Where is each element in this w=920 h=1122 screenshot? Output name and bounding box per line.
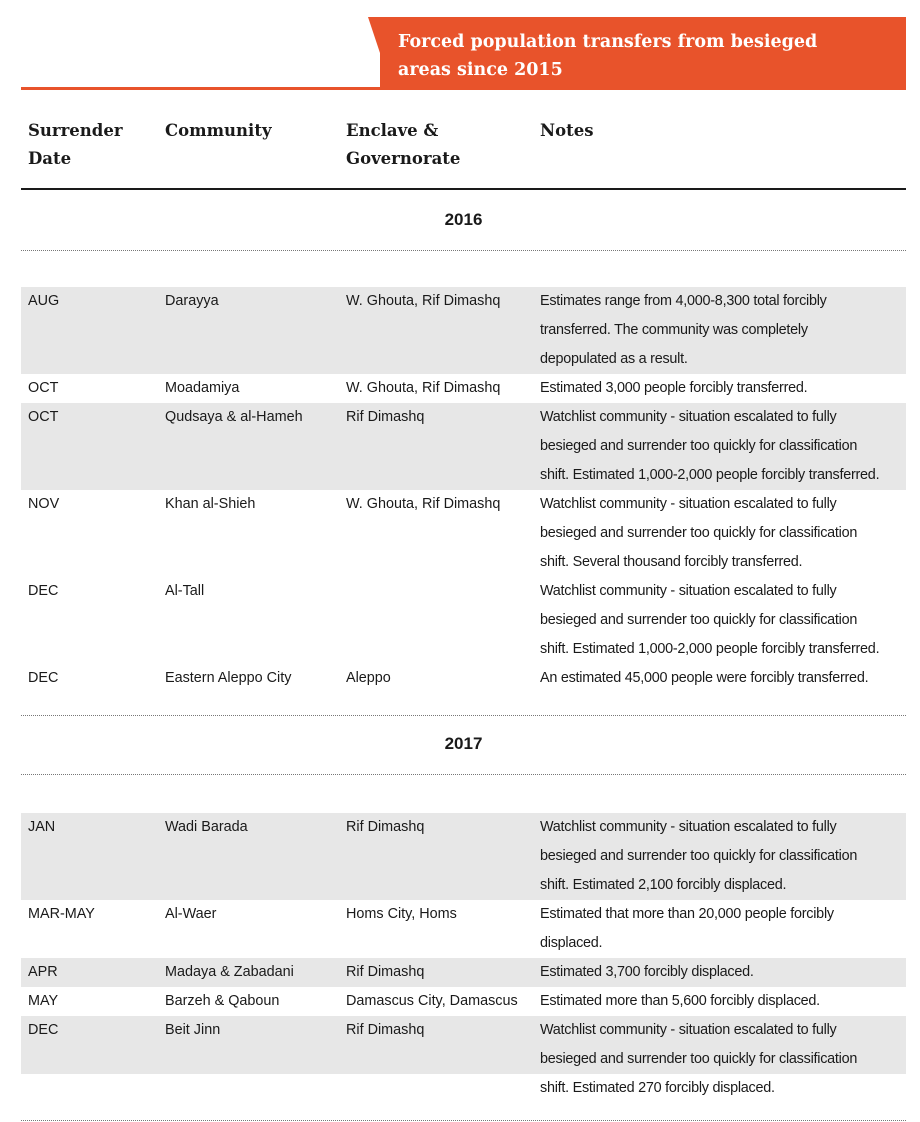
cell-surrender-date: APR: [28, 964, 58, 980]
cell-surrender-date: DEC: [28, 670, 59, 686]
notes-line: Watchlist community - situation escalated to fully: [540, 583, 837, 599]
table-row: [21, 987, 906, 1016]
header-notes-label: Notes: [540, 121, 594, 140]
header-rule: [21, 188, 906, 190]
title-line-1: Forced population transfers from besieged: [398, 32, 818, 52]
cell-enclave-governorate: Aleppo: [346, 670, 391, 686]
section-year-2017: 2017: [444, 734, 483, 753]
notes-line: besieged and surrender too quickly for classification: [540, 612, 858, 628]
table-row: [21, 900, 906, 958]
cell-notes: [540, 577, 906, 664]
notes-line: besieged and surrender too quickly for classification: [540, 848, 858, 864]
cell-community: Qudsaya & al-Hameh: [165, 409, 303, 425]
cell-community: Eastern Aleppo City: [165, 670, 292, 686]
cell-enclave-governorate: Rif Dimashq: [346, 819, 425, 835]
table-row: [21, 1016, 906, 1096]
cell-notes: [540, 1016, 906, 1103]
cell-community: Wadi Barada: [165, 819, 248, 835]
notes-line: Estimated that more than 20,000 people forcibly: [540, 906, 834, 922]
section-year-2016: 2016: [444, 210, 483, 229]
cell-surrender-date: OCT: [28, 380, 59, 396]
cell-enclave-governorate: Rif Dimashq: [346, 1022, 425, 1038]
dotted-divider: [21, 774, 906, 775]
header-surrender-date: [28, 117, 123, 173]
cell-enclave-governorate: Rif Dimashq: [346, 409, 425, 425]
notes-line: transferred. The community was completely: [540, 322, 808, 338]
cell-community: Al-Waer: [165, 906, 217, 922]
cell-surrender-date: JAN: [28, 819, 56, 835]
table-row: [21, 958, 906, 987]
notes-line: shift. Estimated 1,000-2,000 people forcibly transferred.: [540, 467, 880, 483]
cell-notes: [540, 900, 906, 958]
notes-line: besieged and surrender too quickly for classification: [540, 525, 858, 541]
title-banner: [380, 17, 906, 89]
header-enclave-line-1: Enclave &: [346, 121, 439, 140]
notes-line: Watchlist community - situation escalated to fully: [540, 1022, 837, 1038]
table-row: [21, 664, 906, 693]
table-row: [21, 374, 906, 403]
cell-enclave-governorate: W. Ghouta, Rif Dimashq: [346, 380, 501, 396]
table-row: [21, 813, 906, 900]
header-community: [165, 117, 272, 145]
notes-line: depopulated as a result.: [540, 351, 688, 367]
table-row: [21, 490, 906, 577]
header-notes: [540, 117, 594, 145]
cell-notes: [540, 958, 906, 987]
cell-surrender-date: NOV: [28, 496, 60, 512]
cell-community: Moadamiya: [165, 380, 240, 396]
cell-community: Al-Tall: [165, 583, 205, 599]
cell-notes: [540, 374, 906, 403]
notes-line: Estimates range from 4,000-8,300 total forcibly: [540, 293, 827, 309]
header-date-line-2: Date: [28, 149, 72, 168]
header-enclave-governorate: [346, 117, 460, 173]
notes-line: besieged and surrender too quickly for classification: [540, 438, 858, 454]
cell-enclave-governorate: W. Ghouta, Rif Dimashq: [346, 496, 501, 512]
cell-community: Beit Jinn: [165, 1022, 221, 1038]
header-enclave-line-2: Governorate: [346, 149, 461, 168]
dotted-divider: [21, 250, 906, 251]
cell-notes: [540, 287, 906, 374]
notes-line: Estimated 3,700 forcibly displaced.: [540, 964, 754, 980]
title-banner-notch: [368, 17, 380, 53]
cell-community: Khan al-Shieh: [165, 496, 256, 512]
cell-community: Madaya & Zabadani: [165, 964, 294, 980]
title-line-2: areas since 2015: [398, 60, 563, 80]
cell-notes: [540, 490, 906, 577]
notes-line: Watchlist community - situation escalated to fully: [540, 819, 837, 835]
notes-line: Watchlist community - situation escalated to fully: [540, 409, 837, 425]
notes-line: shift. Estimated 1,000-2,000 people forcibly transferred.: [540, 641, 880, 657]
cell-enclave-governorate: Rif Dimashq: [346, 964, 425, 980]
cell-surrender-date: MAY: [28, 993, 59, 1009]
cell-community: Barzeh & Qaboun: [165, 993, 280, 1009]
cell-notes: [540, 403, 906, 490]
cell-surrender-date: MAR-MAY: [28, 906, 95, 922]
notes-line: displaced.: [540, 935, 603, 951]
table-row: [21, 287, 906, 374]
cell-surrender-date: DEC: [28, 583, 59, 599]
table-row: [21, 403, 906, 490]
notes-line: shift. Estimated 2,100 forcibly displaced.: [540, 877, 787, 893]
notes-line: Estimated more than 5,600 forcibly displaced.: [540, 993, 820, 1009]
notes-line: Estimated 3,000 people forcibly transferred.: [540, 380, 808, 396]
dotted-divider: [21, 715, 906, 716]
cell-surrender-date: DEC: [28, 1022, 59, 1038]
notes-line: besieged and surrender too quickly for classification: [540, 1051, 858, 1067]
cell-notes: [540, 664, 906, 693]
cell-community: Darayya: [165, 293, 219, 309]
notes-line: An estimated 45,000 people were forcibly transferred.: [540, 670, 869, 686]
cell-surrender-date: AUG: [28, 293, 60, 309]
dotted-divider: [21, 1120, 906, 1121]
cell-surrender-date: OCT: [28, 409, 59, 425]
title-underline: [21, 87, 906, 90]
notes-line: shift. Estimated 270 forcibly displaced.: [540, 1080, 775, 1096]
notes-line: Watchlist community - situation escalated to fully: [540, 496, 837, 512]
cell-notes: [540, 987, 906, 1016]
notes-line: shift. Several thousand forcibly transferred.: [540, 554, 803, 570]
table-row: [21, 577, 906, 664]
header-date-line-1: Surrender: [28, 121, 123, 140]
cell-enclave-governorate: Homs City, Homs: [346, 906, 457, 922]
cell-notes: [540, 813, 906, 900]
cell-enclave-governorate: Damascus City, Damascus: [346, 993, 518, 1009]
cell-enclave-governorate: W. Ghouta, Rif Dimashq: [346, 293, 501, 309]
header-community-label: Community: [165, 121, 272, 140]
